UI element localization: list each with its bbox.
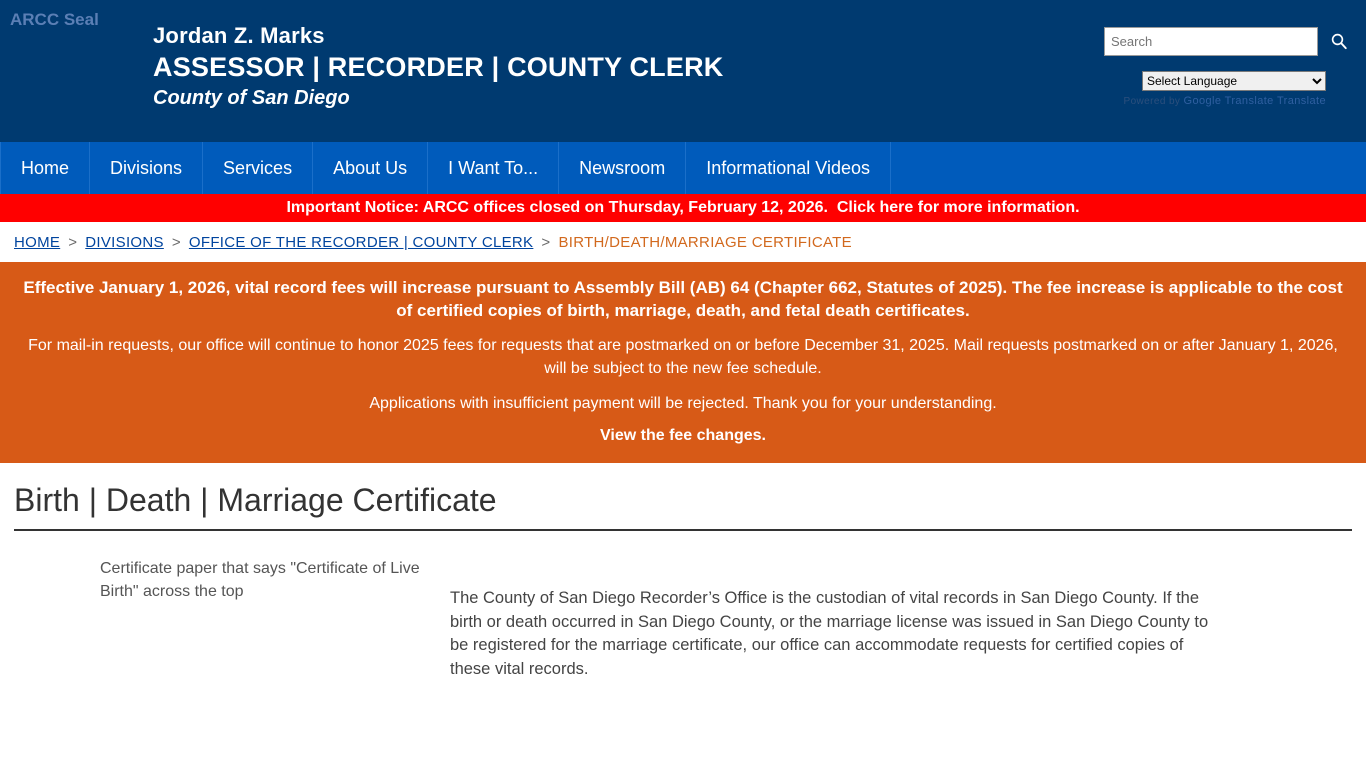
- language-select[interactable]: [1142, 71, 1326, 91]
- breadcrumb: [0, 222, 1366, 262]
- notice-headline: Effective January 1, 2026, vital record fees will increase pursuant to Assembly Bill (AB) 64 (Chapter 662, Statutes of 2025). The fee increase is applicable to the cost of certified copies of birth, marriage, death, and fetal death certificates.: [23, 278, 1343, 320]
- main-content: [0, 539, 1366, 681]
- page-title-section: [0, 463, 1366, 539]
- important-notice-banner[interactable]: Important Notice: ARCC offices closed on Thursday, February 12, 2026. Click here for more information.: [0, 194, 1366, 222]
- breadcrumb-item-recorder-county-clerk[interactable]: OFFICE OF THE RECORDER | COUNTY CLERK: [188, 233, 534, 251]
- search-icon: [1330, 30, 1348, 52]
- header-title-block: [153, 22, 723, 112]
- notice-paragraph-1: For mail-in requests, our office will continue to honor 2025 fees for requests that are postmarked on or before December 31, 2025. Mail requests postmarked on or after January 1, 2026, will be subject to the new fee schedule.: [28, 337, 1338, 377]
- nav-item-about-us[interactable]: About Us: [313, 142, 428, 194]
- breadcrumb-separator: >: [171, 233, 181, 251]
- office-roles: ASSESSOR | RECORDER | COUNTY CLERK: [153, 52, 724, 82]
- powered-by-label: Powered by: [1123, 96, 1181, 107]
- county-label: County of San Diego: [153, 87, 350, 109]
- search-input[interactable]: [1104, 27, 1318, 56]
- notice-paragraph-2: Applications with insufficient payment will be rejected. Thank you for your understanding.: [369, 395, 997, 412]
- nav-item-home[interactable]: Home: [0, 142, 90, 194]
- view-fee-changes-link[interactable]: View the fee changes.: [600, 427, 766, 444]
- page-title: Birth | Death | Marriage Certificate: [14, 482, 497, 518]
- intro-paragraph: The County of San Diego Recorder’s Office is the custodian of vital records in San Diego County. If the birth or death occurred in San Diego County, or the marriage license was issued in San Diego County to be registered for the marriage certificate, our office can accommodate requests for certified copies of these vital records.: [450, 589, 1209, 678]
- official-name: Jordan Z. Marks: [153, 23, 325, 48]
- breadcrumb-item-home[interactable]: HOME: [14, 233, 61, 251]
- fee-increase-notice: [0, 262, 1366, 463]
- search-area: [1104, 26, 1354, 56]
- site-header: [0, 0, 1366, 142]
- nav-item-divisions[interactable]: Divisions: [90, 142, 203, 194]
- breadcrumb-item-divisions[interactable]: DIVISIONS: [85, 233, 164, 251]
- certificate-image: Certificate paper that says "Certificate of Live Birth" across the top: [100, 560, 420, 600]
- main-navigation: [0, 142, 1366, 194]
- nav-item-informational-videos[interactable]: Informational Videos: [686, 142, 891, 194]
- nav-item-newsroom[interactable]: Newsroom: [559, 142, 686, 194]
- powered-by-row: [1124, 95, 1326, 107]
- breadcrumb-separator: >: [68, 233, 78, 251]
- arcc-seal-image: ARCC Seal: [10, 10, 99, 29]
- breadcrumb-item-current: BIRTH/DEATH/MARRIAGE CERTIFICATE: [558, 233, 852, 251]
- breadcrumb-separator: >: [541, 233, 551, 251]
- search-button[interactable]: [1324, 26, 1354, 56]
- title-divider: [14, 529, 1352, 531]
- google-translate-image: Google Translate Translate: [1183, 95, 1326, 107]
- nav-item-i-want-to[interactable]: I Want To...: [428, 142, 559, 194]
- nav-item-services[interactable]: Services: [203, 142, 313, 194]
- language-area: [1124, 71, 1326, 107]
